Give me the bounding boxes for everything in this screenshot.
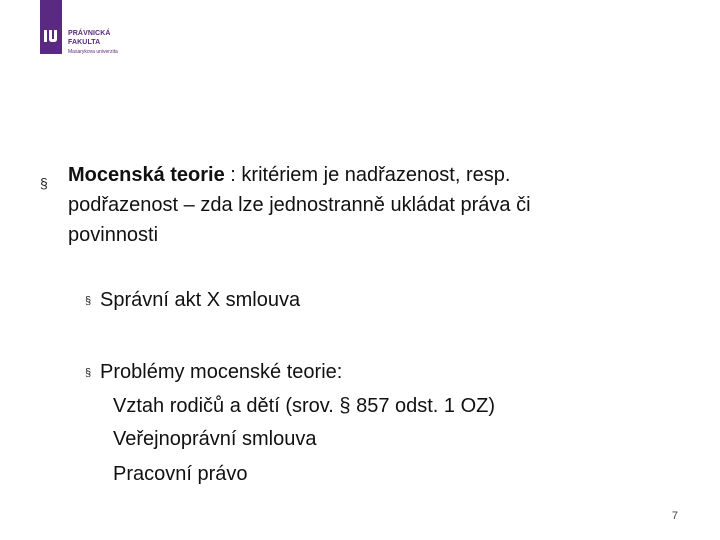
logo-text-line3: Masarykova univerzita <box>68 49 118 55</box>
logo-text-line2: FAKULTA <box>68 39 101 46</box>
section-bullet-icon <box>40 175 56 191</box>
logo-text-line1: PRÁVNICKÁ <box>68 30 111 37</box>
faculty-logo <box>40 0 160 60</box>
page-number: 7 <box>671 510 678 522</box>
sub-bullet-spravni-akt: Správní akt X smlouva <box>100 289 301 311</box>
problem-item-vztah-rodicu: Vztah rodičů a dětí (srov. § 857 odst. 1 OZ) <box>113 395 496 417</box>
sub-bullet-icon <box>85 366 91 380</box>
main-bullet-line3: povinnosti <box>68 224 159 246</box>
bullet-glyph: § <box>40 175 48 191</box>
logo-bar <box>40 0 62 54</box>
problem-item-verejnopravni-smlouva: Veřejnoprávní smlouva <box>113 428 317 450</box>
main-bullet-line1 <box>68 160 688 190</box>
sub-bullet-icon <box>85 294 91 308</box>
term-mocenska-teorie: Mocenská teorie <box>68 164 225 186</box>
main-bullet-text <box>68 160 688 250</box>
main-bullet-line2: podřazenost – zda lze jednostranně ukládat práva či <box>68 194 531 216</box>
university-logo-icon <box>43 28 59 44</box>
problem-item-pracovni-pravo: Pracovní právo <box>113 463 248 485</box>
sub-bullet-glyph: § <box>85 295 92 307</box>
sub-bullet-problemy: Problémy mocenské teorie: <box>100 361 343 383</box>
sub-bullet-glyph: § <box>85 367 92 379</box>
main-bullet-definition: : kritériem je nadřazenost, resp. <box>224 164 511 186</box>
